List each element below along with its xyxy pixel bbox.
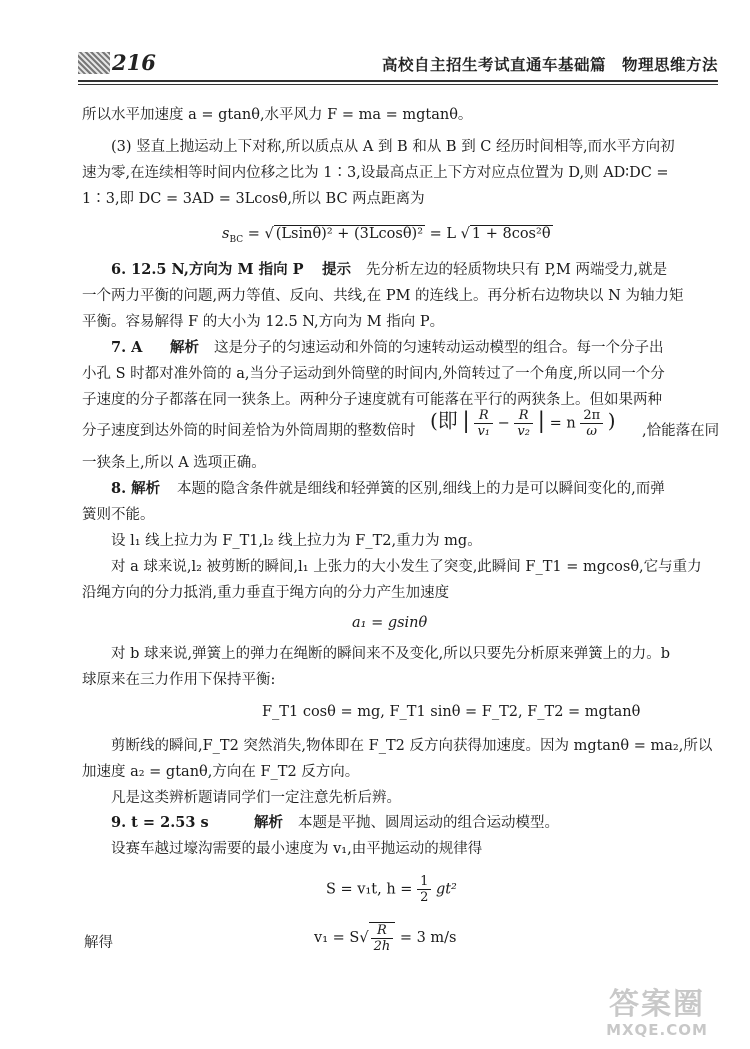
text-line: 球原来在三力作用下保持平衡: (82, 672, 276, 688)
answer-7-head: 7. A (111, 339, 143, 356)
text-line: 凡是这类辨析题请同学们一定注意先析后辨。 (111, 790, 401, 806)
equation-time-diff: (即 | $\frac{R}{\text{v₁}}$ − $\frac{R}{\text{v₂}}$ | = n $\frac{2\pi}{\omega}$ ) (430, 408, 616, 439)
text-line: 1∶3,即 DC = 3AD = 3Lcosθ,所以 BC 两点距离为 (82, 191, 425, 207)
text-line: 沿绳方向的分力抵消,重力垂直于绳方向的分力产生加速度 (82, 585, 450, 601)
text-line: 加速度 a₂ = gtanθ,方向在 F_T2 反方向。 (82, 764, 360, 780)
header-rule (78, 80, 718, 82)
text-line: 对 b 球来说,弹簧上的弹力在绳断的瞬间来不及变化,所以只要先分析原来弹簧上的力。b (111, 646, 670, 662)
hint-label: 提示 (322, 261, 351, 278)
analysis-label: 解析 (254, 814, 283, 831)
answer-9-head: 9. t = 2.53 s (111, 814, 209, 831)
header-rule-thin (78, 84, 718, 85)
equation-v1: v₁ = S√ $\frac{R}{2h}$ = 3 m/s (314, 923, 457, 954)
text-line: 解得 (84, 935, 113, 951)
text-line: 簧则不能。 (82, 507, 155, 523)
text-line: 所以水平加速度 a = gtanθ,水平风力 F = ma = mgtanθ。 (82, 107, 473, 123)
text-line: 子速度的分子都落在同一狭条上。两种分子速度就有可能落在平行的两狭条上。但如果两种 (82, 392, 662, 408)
page-number: 216 (112, 50, 156, 75)
text-line: 对 a 球来说,l₂ 被剪断的瞬间,l₁ 上张力的大小发生了突变,此瞬间 F_T1 = mgcosθ,它与重力 (111, 559, 702, 575)
text-line: (3) 竖直上抛运动上下对称,所以质点从 A 到 B 和从 B 到 C 经历时间相等,而水平方向初 (111, 139, 675, 155)
equation-sbc: $s_{BC}$ = √ (Lsinθ)² + (3Lcosθ)² = L √ 1 + 8cos²θ (222, 226, 551, 245)
text-line: 剪断线的瞬间,F_T2 突然消失,物体即在 F_T2 反方向获得加速度。因为 mgtanθ = ma₂,所以 (111, 738, 713, 754)
page-header (78, 48, 718, 78)
watermark-logo: 答案圈 MXQE.COM (606, 987, 708, 1039)
text-line: ,恰能落在同 (642, 423, 720, 439)
book-title: 高校自主招生考试直通车基础篇 物理思维方法 (381, 56, 718, 74)
text-line: 平衡。容易解得 F 的大小为 12.5 N,方向为 M 指向 P。 (82, 314, 445, 330)
text-line: 小孔 S 时都对准外筒的 a,当分子运动到外筒壁的时间内,外筒转过了一个角度,所以同一个分 (82, 366, 665, 382)
text-line: 本题的隐含条件就是细线和轻弹簧的区别,细线上的力是可以瞬间变化的,而弹 (177, 481, 665, 497)
equation-a1: a₁ = gsinθ (352, 615, 428, 631)
page-number-box (78, 52, 110, 74)
equation-balance: F_T1 cosθ = mg, F_T1 sinθ = F_T2, F_T2 = mgtanθ (262, 704, 641, 720)
text-line: 一个两力平衡的问题,两力等值、反向、共线,在 PM 的连线上。再分析右边物块以 N 为轴力矩 (82, 288, 684, 304)
analysis-label: 解析 (170, 339, 199, 356)
text-line: 本题是平抛、圆周运动的组合运动模型。 (298, 815, 559, 831)
text-line: 先分析左边的轻质物块只有 P,M 两端受力,就是 (366, 262, 668, 278)
equation-projectile: S = v₁t, h = $\frac{1}{2}$ gt² (326, 874, 457, 905)
text-line: 这是分子的匀速运动和外筒的匀速转动运动模型的组合。每一个分子出 (214, 340, 664, 356)
text-line: 分子速度到达外筒的时间差恰为外筒周期的整数倍时 (82, 423, 416, 439)
answer-6-head: 6. 12.5 N,方向为 M 指向 P (111, 261, 304, 278)
text-line: 设赛车越过壕沟需要的最小速度为 v₁,由平抛运动的规律得 (111, 841, 483, 857)
text-line: 一狭条上,所以 A 选项正确。 (82, 455, 266, 471)
text-line: 设 l₁ 线上拉力为 F_T1,l₂ 线上拉力为 F_T2,重力为 mg。 (111, 533, 482, 549)
answer-8-head: 8. 解析 (111, 480, 161, 497)
text-line: 速为零,在连续相等时间内位移之比为 1∶3,设最高点正上下方对应点位置为 D,则 AD∶DC = (82, 165, 669, 181)
